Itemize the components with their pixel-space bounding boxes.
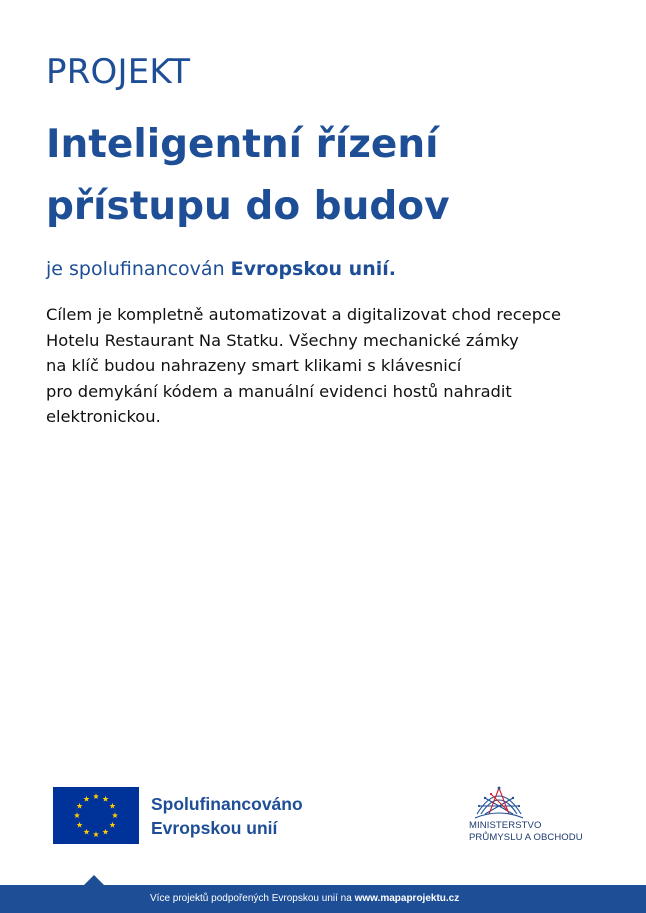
description-line: Cílem je kompletně automatizovat a digitalizovat chod recepce (46, 305, 562, 324)
eu-label-line-1: Spolufinancováno (151, 794, 303, 814)
ministry-logo (469, 784, 604, 848)
cofinancing-prefix: je spolufinancován (46, 258, 231, 280)
ministry-name-line-2: PRŮMYSLU A OBCHODU (469, 831, 583, 843)
footer-link[interactable]: www.mapaprojektu.cz (354, 893, 460, 904)
project-title (46, 114, 606, 238)
project-description (46, 302, 606, 430)
description-line: pro demykání kódem a manuální evidenci hostů nahradit (46, 381, 512, 401)
eu-star (74, 812, 80, 818)
eu-star (77, 822, 83, 828)
ministry-name (469, 820, 583, 843)
eu-star (83, 796, 89, 802)
eu-cofinancing-label (151, 792, 303, 840)
eu-star (102, 829, 108, 835)
eu-star (77, 803, 83, 809)
project-title-line-1: Inteligentní řízení (46, 122, 439, 167)
eu-star (109, 822, 115, 828)
footer-bar (0, 885, 646, 913)
description-line: elektronickou. (46, 407, 161, 426)
footer-prefix: Více projektů podpořených Evropskou unií na (150, 893, 355, 904)
eyebrow-label: PROJEKT (46, 52, 191, 92)
eu-stars-graphic (53, 787, 139, 844)
ministry-name-line-1: MINISTERSTVO (469, 820, 542, 831)
description-line: Hotelu Restaurant Na Statku. Všechny mechanické zámky (46, 330, 519, 350)
eu-star (102, 796, 108, 802)
eu-star (112, 812, 118, 818)
footer-text (150, 885, 459, 913)
eu-star (83, 829, 89, 835)
eu-flag-icon (53, 787, 139, 844)
eu-star (93, 793, 99, 799)
cofinancing-emphasis: Evropskou unií. (230, 258, 396, 280)
description-line: na klíč budou nahrazeny smart klikami s klávesnicí (46, 356, 462, 375)
footer-notch (84, 875, 104, 885)
ministry-mark-icon (471, 784, 527, 822)
eu-label-line-2: Evropskou unií (151, 818, 278, 838)
project-title-line-2: přístupu do budov (46, 184, 450, 229)
eu-star (109, 803, 115, 809)
eu-star (93, 831, 99, 837)
cofinancing-statement (46, 256, 396, 282)
